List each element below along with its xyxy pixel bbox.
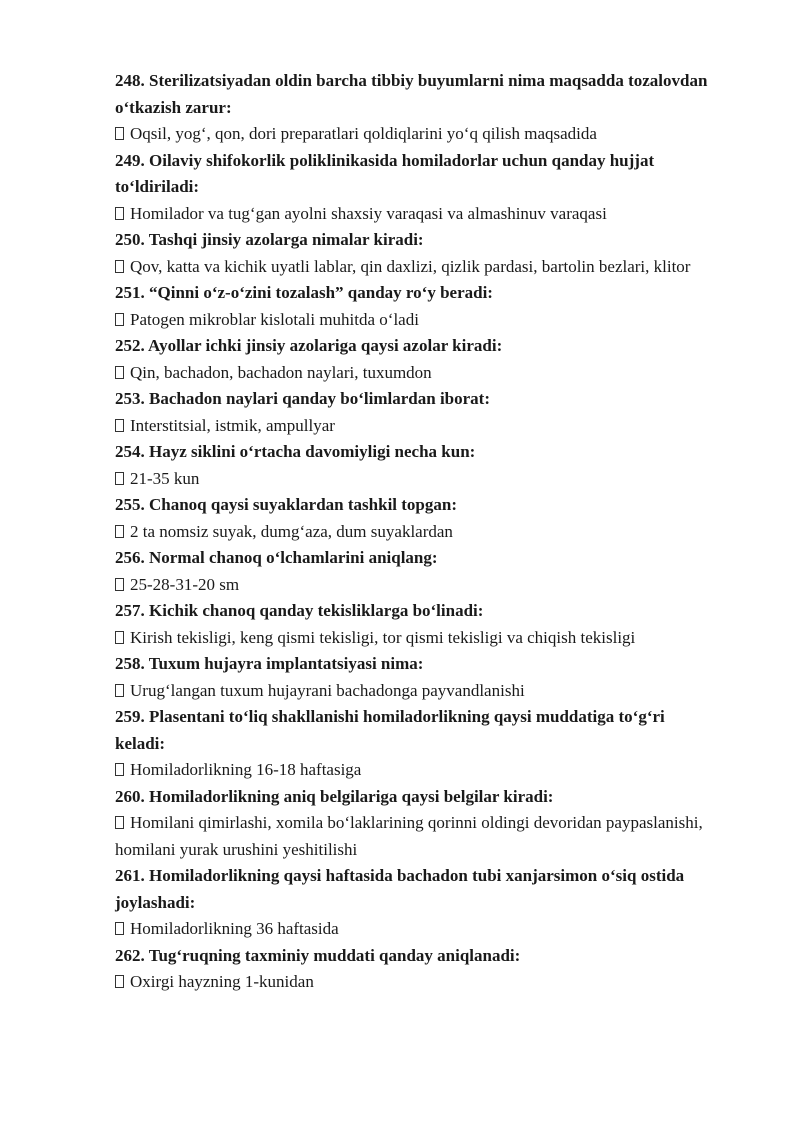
answer-marker-icon (115, 975, 124, 988)
answer-line (115, 678, 715, 705)
answer-text: Homilador va tug‘gan ayolni shaxsiy varaqasi va almashinuv varaqasi (130, 203, 607, 223)
answer-text: Kirish tekisligi, keng qismi tekisligi, tor qismi tekisligi va chiqish tekisligi (130, 627, 636, 647)
answer-marker-icon (115, 816, 124, 829)
question-text: 249. Oilaviy shifokorlik poliklinikasida homiladorlar uchun qanday hujjat to‘ldiriladi: (115, 150, 655, 196)
answer-line (115, 572, 715, 599)
answer-line (115, 625, 715, 652)
answer-marker-icon (115, 366, 124, 379)
answer-text: Urug‘langan tuxum hujayrani bachadonga payvandlanishi (130, 680, 525, 700)
question-text: 259. Plasentani to‘liq shakllanishi homiladorlikning qaysi muddatiga to‘g‘ri keladi: (115, 707, 665, 753)
answer-marker-icon (115, 631, 124, 644)
answer-marker-icon (115, 684, 124, 697)
answer-marker-icon (115, 313, 124, 326)
answer-line (115, 916, 715, 943)
answer-line (115, 519, 715, 546)
document-page (115, 68, 715, 996)
answer-line (115, 360, 715, 387)
answer-line (115, 969, 715, 996)
answer-line (115, 466, 715, 493)
answer-text: Patogen mikroblar kislotali muhitda o‘ladi (130, 309, 419, 329)
question-text: 248. Sterilizatsiyadan oldin barcha tibbiy buyumlarni nima maqsadda tozalovdan o‘tkazish zarur: (115, 71, 708, 117)
answer-text: Oqsil, yog‘, qon, dori preparatlari qoldiqlarini yo‘q qilish maqsadida (130, 124, 597, 143)
answer-text: Homiladorlikning 36 haftasida (130, 919, 339, 938)
answer-marker-icon (115, 922, 124, 935)
answer-line (115, 201, 715, 228)
answer-line (115, 413, 715, 440)
answer-line (115, 810, 715, 863)
answer-line (115, 307, 715, 334)
answer-text: Qin, bachadon, bachadon naylari, tuxumdon (130, 362, 432, 382)
answer-marker-icon (115, 525, 124, 538)
question-text: 262. Tug‘ruqning taxminiy muddati qanday aniqlanadi: (115, 945, 521, 965)
answer-marker-icon (115, 578, 124, 591)
question-text: 260. Homiladorlikning aniq belgilariga qaysi belgilar kiradi: (115, 786, 554, 806)
question-text: 256. Normal chanoq o‘lchamlarini aniqlang: (115, 548, 438, 567)
question-text: 251. “Qinni o‘z-o‘zini tozalash” qanday ro‘y beradi: (115, 283, 493, 302)
question-text: 254. Hayz siklini o‘rtacha davomiyligi necha kun: (115, 442, 476, 461)
answer-text: Homilani qimirlashi, xomila bo‘laklarining qorinni oldingi devoridan paypaslanishi, homilani yurak urushini yeshitilishi (115, 813, 703, 859)
answer-line (115, 757, 715, 784)
question-text: 250. Tashqi jinsiy azolarga nimalar kiradi: (115, 230, 424, 249)
answer-text: 25-28-31-20 sm (130, 574, 240, 594)
answer-marker-icon (115, 260, 124, 273)
answer-text: 21-35 kun (130, 468, 200, 488)
question-text: 252. Ayollar ichki jinsiy azolariga qaysi azolar kiradi: (115, 336, 503, 355)
answer-line (115, 254, 715, 281)
question-text: 261. Homiladorlikning qaysi haftasida bachadon tubi xanjarsimon o‘siq ostida joylashadi: (115, 866, 685, 912)
answer-marker-icon (115, 207, 124, 220)
answer-line (115, 121, 715, 148)
answer-marker-icon (115, 763, 124, 776)
answer-text: Interstitsial, istmik, ampullyar (130, 415, 335, 435)
answer-text: Qov, katta va kichik uyatli lablar, qin daxlizi, qizlik pardasi, bartolin bezlari, klitor (130, 256, 691, 276)
answer-marker-icon (115, 472, 124, 485)
question-text: 258. Tuxum hujayra implantatsiyasi nima: (115, 654, 424, 673)
answer-text: Oxirgi hayzning 1-kunidan (130, 972, 314, 991)
answer-marker-icon (115, 127, 124, 140)
question-text: 253. Bachadon naylari qanday bo‘limlardan iborat: (115, 389, 491, 408)
answer-text: Homiladorlikning 16-18 haftasiga (130, 760, 362, 779)
question-text: 255. Chanoq qaysi suyaklardan tashkil topgan: (115, 495, 458, 514)
answer-text: 2 ta nomsiz suyak, dumg‘aza, dum suyaklardan (130, 521, 453, 541)
question-text: 257. Kichik chanoq qanday tekisliklarga bo‘linadi: (115, 601, 484, 620)
question-list (115, 68, 715, 996)
answer-marker-icon (115, 419, 124, 432)
